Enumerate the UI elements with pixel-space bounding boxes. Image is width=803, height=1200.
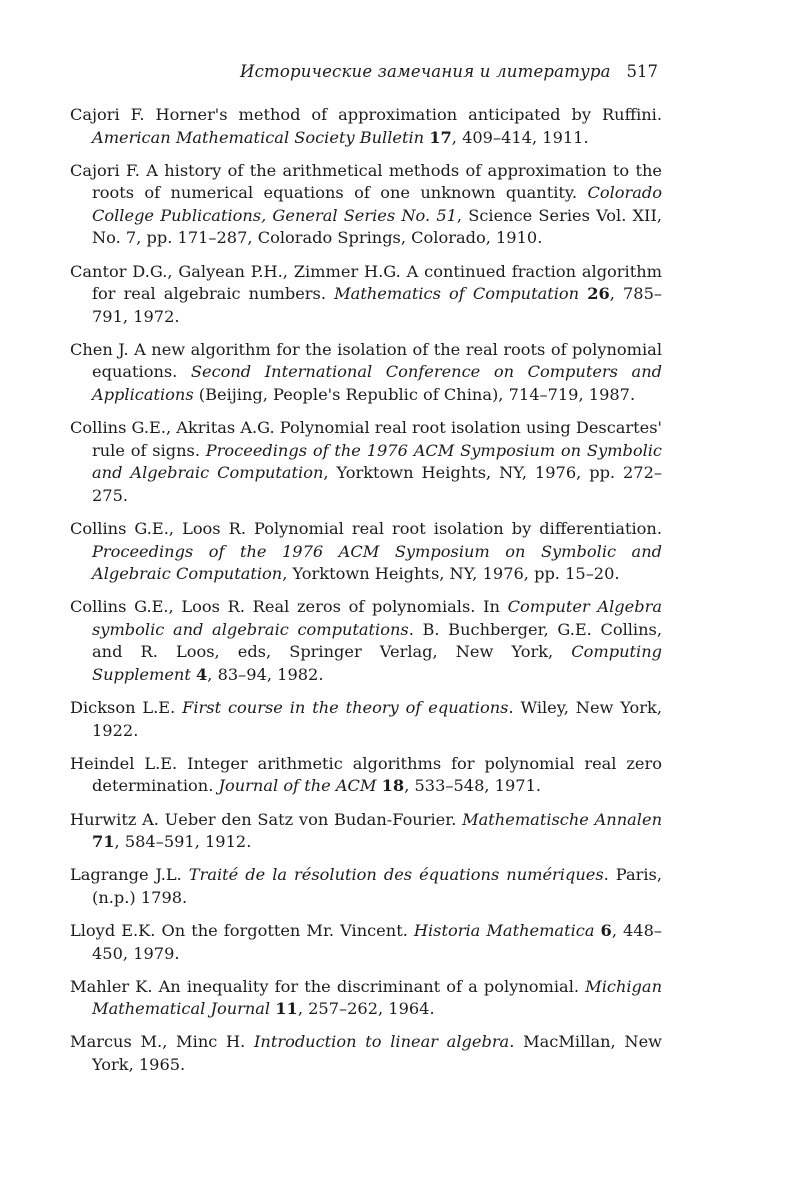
reference-volume: 26: [587, 284, 610, 304]
reference-text: , 257–262, 1964.: [297, 999, 435, 1019]
reference-text: Cajori F. Horner's method of approximation anticipated by Ruffini.: [70, 105, 662, 124]
reference-title: Second International Conference on Computers and Applications: [92, 362, 662, 405]
reference-text: (Beijing, People's Republic of China), 714–719, 1987.: [193, 385, 636, 405]
reference-title: Traité de la résolution des équations numériques: [188, 865, 604, 885]
reference-volume: 4: [196, 665, 208, 685]
reference-text: Hurwitz A. Ueber den Satz von Budan-Fourier.: [70, 809, 463, 829]
reference-item: [70, 1031, 662, 1076]
reference-volume: 11: [275, 999, 298, 1019]
reference-volume: 18: [381, 776, 405, 796]
reference-text: [579, 284, 587, 303]
reference-item: [70, 518, 662, 586]
reference-title: First course in the theory of equations: [182, 698, 509, 718]
page-number: 517: [626, 62, 658, 81]
reference-title: Proceedings of the 1976 ACM Symposium on Symbolic and Algebraic Computation: [92, 541, 662, 584]
reference-item: [70, 261, 662, 329]
reference-text: . Paris, (n.p.) 1798.: [92, 865, 662, 907]
reference-text: , Science Series Vol. XII, No. 7, pp. 171–287, Colorado Springs, Colorado, 1910.: [92, 205, 662, 248]
reference-text: Collins G.E., Loos R. Real zeros of polynomials. In: [70, 597, 508, 617]
reference-title: American Mathematical Society Bulletin: [92, 127, 425, 147]
reference-text: , 785–791, 1972.: [92, 284, 662, 326]
reference-text: . B. Buchberger, G.E. Collins, and R. Loos, eds, Springer Verlag, New York,: [92, 619, 662, 662]
reference-text: , Yorktown Heights, NY, 1976, pp. 272–275.: [92, 463, 663, 505]
reference-item: [70, 920, 662, 965]
reference-volume: 17: [429, 127, 452, 147]
reference-title: Mathematische Annalen: [462, 809, 662, 829]
reference-text: . MacMillan, New York, 1965.: [92, 1032, 663, 1074]
reference-text: Chen J. A new algorithm for the isolation of the real roots of polynomial equations.: [70, 339, 662, 382]
reference-volume: 6: [600, 920, 612, 940]
reference-text: , 533–548, 1971.: [404, 776, 542, 796]
reference-title: Computing Supplement: [92, 642, 662, 685]
reference-text: , 584–591, 1912.: [114, 832, 252, 852]
reference-text: , 448–450, 1979.: [92, 920, 662, 963]
reference-text: , 83–94, 1982.: [207, 665, 324, 685]
reference-text: Collins G.E., Akritas A.G. Polynomial real root isolation using Descartes' rule of signs.: [70, 418, 663, 460]
reference-list: [70, 104, 662, 1087]
reference-text: Cajori F. A history of the arithmetical methods of approximation to the roots of numerical equations of one unknown quantity.: [70, 160, 662, 203]
reference-text: Collins G.E., Loos R. Polynomial real root isolation by differentiation.: [70, 519, 662, 538]
reference-item: [70, 417, 662, 507]
reference-text: , Yorktown Heights, NY, 1976, pp. 15–20.: [282, 564, 620, 584]
reference-title: Colorado College Publications, General Series No. 51: [92, 183, 662, 225]
reference-item: [70, 753, 662, 798]
reference-text: . Wiley, New York, 1922.: [92, 698, 662, 740]
reference-item: [70, 339, 662, 407]
reference-volume: 71: [92, 832, 115, 852]
reference-text: Cantor D.G., Galyean P.H., Zimmer H.G. A continued fraction algorithm for real algebraic numbers.: [70, 261, 662, 304]
running-title: Исторические замечания и литература: [240, 62, 611, 81]
reference-item: [70, 104, 662, 149]
reference-title: Mathematics of Computation: [334, 284, 580, 304]
reference-item: [70, 160, 662, 250]
reference-text: Marcus M., Minc H.: [70, 1032, 255, 1052]
reference-title: Michigan Mathematical Journal: [92, 976, 662, 1019]
reference-title: Proceedings of the 1976 ACM Symposium on Symbolic and Algebraic Computation: [92, 440, 662, 483]
reference-title: Introduction to linear algebra: [254, 1032, 510, 1052]
running-header: [240, 62, 658, 88]
reference-title: Journal of the ACM: [218, 776, 377, 796]
reference-text: Heindel L.E. Integer arithmetic algorithms for polynomial real zero determination.: [70, 753, 662, 796]
reference-text: Mahler K. An inequality for the discriminant of a polynomial.: [70, 976, 586, 996]
reference-item: [70, 596, 662, 686]
reference-title: Computer Algebra symbolic and algebraic computations: [92, 597, 662, 639]
reference-text: Dickson L.E.: [70, 698, 183, 718]
reference-text: Lagrange J.L.: [70, 865, 189, 885]
reference-text: , 409–414, 1911.: [451, 127, 589, 147]
reference-text: Lloyd E.K. On the forgotten Mr. Vincent.: [70, 920, 414, 940]
reference-item: [70, 864, 662, 909]
reference-item: [70, 809, 662, 854]
reference-item: [70, 697, 662, 742]
reference-title: Historia Mathematica: [413, 920, 595, 940]
reference-item: [70, 976, 662, 1021]
